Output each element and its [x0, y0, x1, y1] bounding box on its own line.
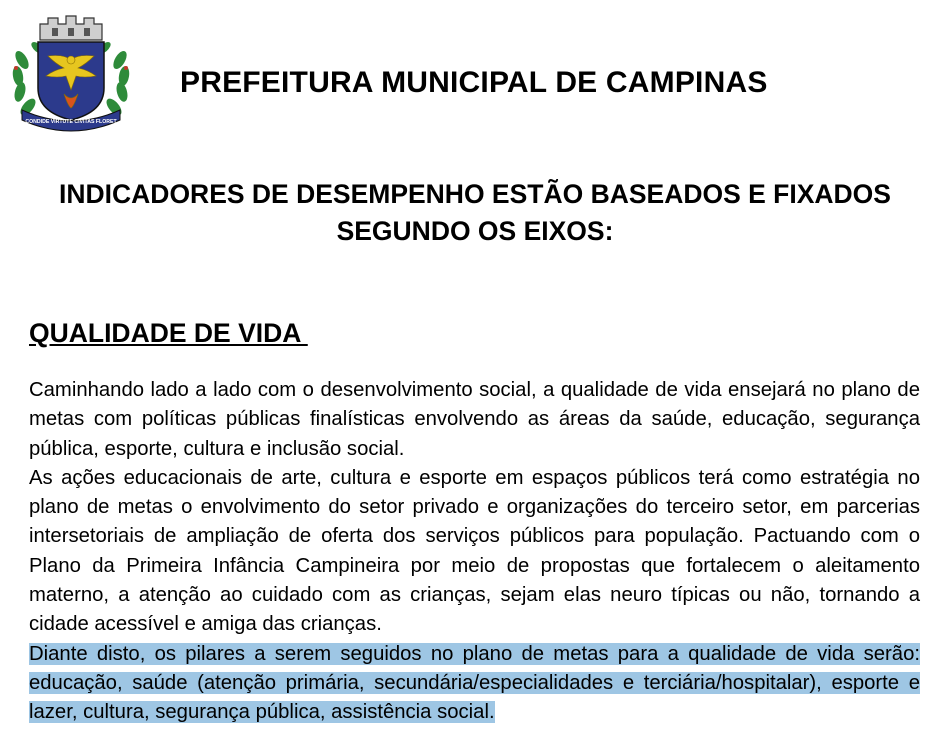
heading-line-1: INDICADORES DE DESEMPENHO ESTÃO BASEADOS E FIXADOS — [59, 179, 891, 209]
mural-crown — [40, 16, 102, 40]
paragraph-1: Caminhando lado a lado com o desenvolvimento social, a qualidade de vida ensejará no plano de metas com políticas públicas finalísticas envolvendo as áreas da saúde, educação, segurança pública, esporte, cultura e inclusão social. — [29, 379, 920, 460]
highlighted-text: Diante disto, os pilares a serem seguidos no plano de metas para a qualidade de vida serão: educação, saúde (atenção primária, secundária/especialidades e terciária/hospitalar), esporte e lazer, cultura, segurança pública, assistência social. — [29, 642, 920, 724]
campinas-coat-of-arms-logo — [8, 10, 134, 134]
section-title: QUALIDADE DE VIDA — [29, 318, 308, 348]
document-heading — [40, 176, 910, 250]
seal-motto-text: CONDIDE VIRTUTE CIVITAS FLORET — [25, 119, 117, 125]
heading-line-2: SEGUNDO OS EIXOS: — [336, 216, 614, 246]
section-body — [29, 376, 920, 728]
paragraph-3 — [29, 640, 920, 728]
organization-title: PREFEITURA MUNICIPAL DE CAMPINAS — [180, 66, 768, 99]
paragraph-2: As ações educacionais de arte, cultura e esporte em espaços públicos terá como estratégia no plano de metas o envolvimento do setor privado e organizações do terceiro setor, em parcerias intersetoriais de ampliação de oferta dos serviços públicos para população. Pactuando com o Plano da Primeira Infância Campineira por meio de propostas que fortalecem o aleitamento materno, a atenção ao cuidado com as crianças, sejam elas neuro típicas ou não, tornando a cidade acessível e amiga das crianças. — [29, 466, 920, 636]
